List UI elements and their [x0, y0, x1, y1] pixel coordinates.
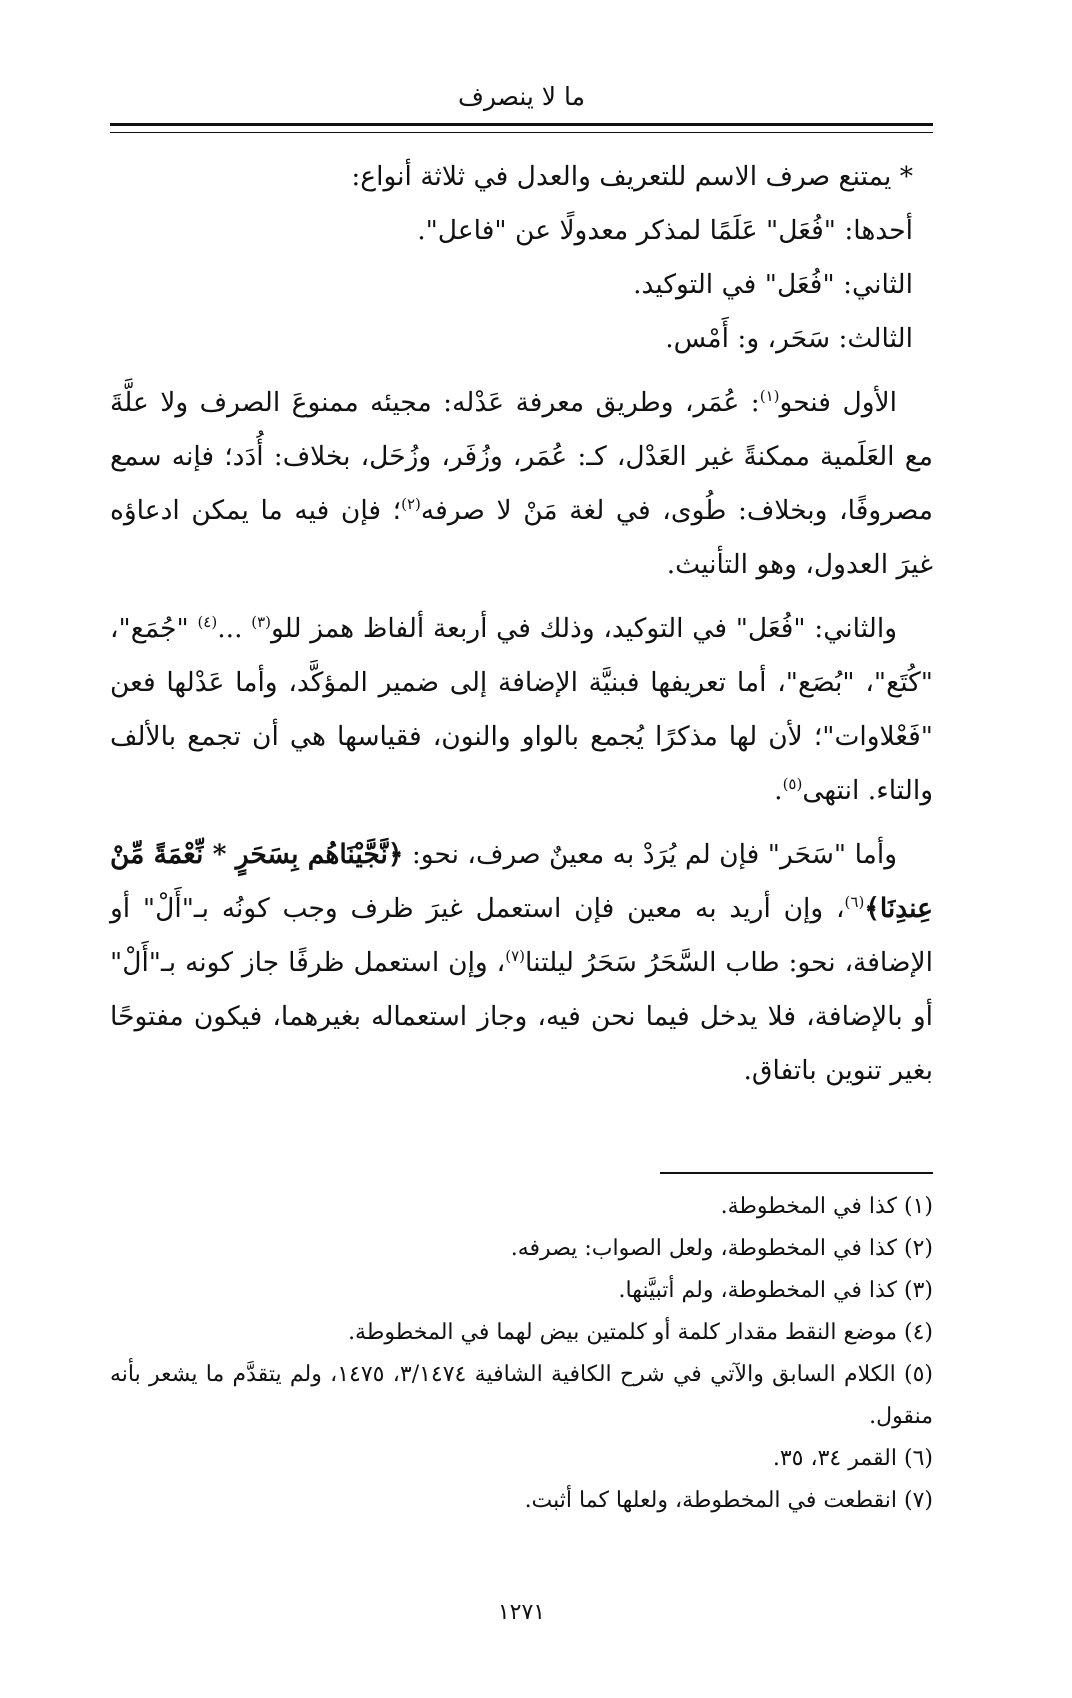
- footnote-1: (١) كذا في المخطوطة.: [720, 1194, 933, 1219]
- page-number: ١٢٧١: [497, 1600, 546, 1625]
- footnote-ref-7: (٧): [505, 947, 525, 965]
- footnote-separator: [660, 1172, 933, 1174]
- paragraph-text: ؛ فإن فيه ما يمكن ادعاؤه غيرَ العدول، وهو التأنيث.: [110, 495, 933, 580]
- type-line-3: الثالث: سَحَر، و: أَمْس.: [665, 323, 913, 354]
- footnotes: [110, 1186, 933, 1522]
- paragraph-second-type: [110, 602, 933, 818]
- paragraph-text: وأما "سَحَر" فإن لم يُرَدْ به معينٌ صرف، نحو:: [403, 839, 897, 870]
- paragraph-text: والثاني: "فُعَل" في التوكيد، وذلك في أربعة ألفاظ همز للو: [270, 613, 897, 644]
- footnote-ref-4: (٤): [197, 613, 218, 631]
- footnote-3: (٣) كذا في المخطوطة، ولم أتبيَّنها.: [618, 1278, 933, 1303]
- type-line-1: أحدها: "فُعَل" عَلَمًا لمذكر معدولًا عن "فاعل".: [417, 215, 913, 246]
- footnote-2: (٢) كذا في المخطوطة، ولعل الصواب: يصرفه.: [510, 1236, 933, 1261]
- paragraph-text: "جُمَع"، "كُتَع"، "بُصَع"، أما تعريفها فبنيَّة الإضافة إلى ضمير المؤكَّد، وأما عَدْلها فعن "فَعْلاوات"؛ لأن لها مذكرًا يُجمع بالواو والنون، فقياسها هي أن تجمع بالألف والتاء. انتهى: [110, 613, 933, 806]
- header-rule-thin: [110, 132, 933, 133]
- type-line-2: الثاني: "فُعَل" في التوكيد.: [633, 269, 913, 300]
- footnote-ref-6: (٦): [844, 893, 865, 911]
- footnote-ref-2: (٢): [401, 495, 421, 513]
- header-rule-thick: [110, 123, 933, 126]
- paragraph-text: : عُمَر، وطريق معرفة عَدْله: مجيئه ممنوعَ الصرف ولا علَّةَ مع العَلَمية ممكنةً غير العَدْل، كـ: عُمَر، وزُفَر، وزُحَل، بخلاف: أُدَد؛ فإنه سمع مصروفًا، وبخلاف: طُوى، في لغة مَنْ لا صرفه: [110, 387, 933, 526]
- paragraph-text: ...: [217, 613, 252, 644]
- paragraph-text: .: [774, 775, 783, 806]
- paragraph-text: ، وإن أريد به معين فإن استعمل غيرَ ظرف وجب كونُه بـ"أَلْ" أو الإضافة، نحو: طاب السَّحَرُ سَحَرُ ليلتنا: [110, 893, 933, 978]
- footnote-ref-5: (٥): [782, 775, 803, 793]
- footnote-4: (٤) موضع النقط مقدار كلمة أو كلمتين بيض لهما في المخطوطة.: [348, 1320, 933, 1345]
- footnote-6: (٦) القمر ٣٤، ٣٥.: [772, 1446, 933, 1471]
- paragraph-first-type: [110, 376, 933, 592]
- footnote-ref-1: (١): [759, 387, 780, 405]
- intro-line: * يمتنع صرف الاسم للتعريف والعدل في ثلاثة أنواع:: [351, 161, 913, 192]
- main-text: [110, 150, 933, 1108]
- paragraph-text: ، وإن استعمل ظرفًا جاز كونه بـ"أَلْ" أو بالإضافة، فلا يدخل فيما نحن فيه، وجاز استعماله بغيرهما، فيكون مفتوحًا بغير تنوين باتفاق.: [110, 947, 933, 1086]
- running-head: ما لا ينصرف: [457, 82, 586, 111]
- footnote-7: (٧) انقطعت في المخطوطة، ولعلها كما أثبت.: [524, 1488, 933, 1513]
- paragraph-third-type: [110, 828, 933, 1098]
- paragraph-text: الأول فنحو: [779, 387, 897, 418]
- footnote-5: (٥) الكلام السابق والآتي في شرح الكافية الشافية ٣/١٤٧٤، ١٤٧٥، ولم يتقدَّم ما يشعر بأنه منقول.: [110, 1362, 933, 1429]
- footnote-ref-3: (٣): [251, 613, 271, 631]
- quran-quote: ﴿نَّجَّيْنَاهُم بِسَحَرٍ * نِّعْمَةً مِّنْ عِندِنَا﴾: [110, 839, 933, 924]
